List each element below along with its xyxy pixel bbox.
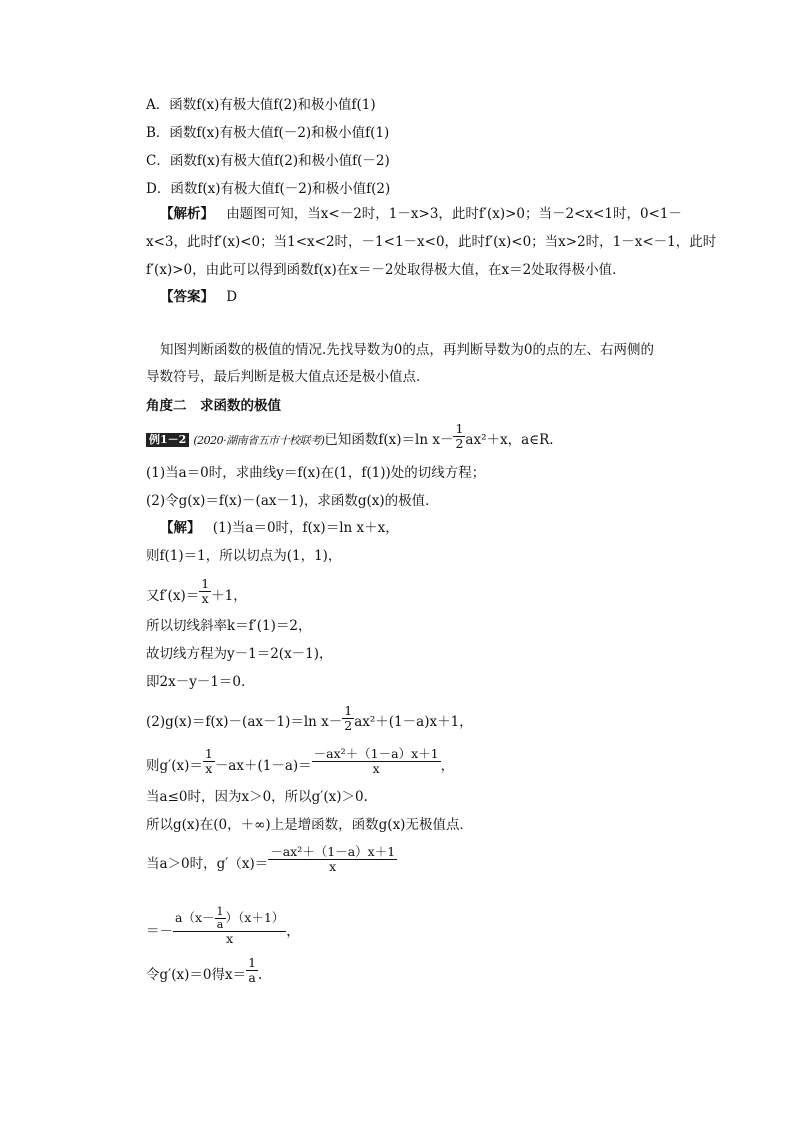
angle-heading: 角度二 求函数的极值 — [146, 398, 281, 414]
s12-inner-num: 1 — [216, 905, 224, 918]
solution-line-5: 故切线方程为y－1＝2(x－1)， — [146, 646, 333, 662]
s3-post: ＋1， — [211, 588, 247, 604]
analysis-line-1 — [160, 205, 682, 223]
solution-line-11 — [146, 844, 397, 879]
s12-inner-den: a — [215, 918, 226, 931]
s8-pre: 则g′(x)＝ — [146, 758, 203, 774]
example-tag: 例1－2 — [146, 433, 189, 447]
s13-post: . — [258, 967, 263, 983]
option-a: A．函数f(x)有极大值f(2)和极小值f(1) — [146, 97, 376, 113]
s12-num — [173, 906, 286, 931]
s8-num-2: －ax²＋（1－a）x＋1 — [313, 746, 439, 761]
s12-pre: ＝－ — [146, 923, 173, 940]
stem-frac-den: 2 — [455, 436, 464, 451]
s12-num-a: a（x－ — [175, 910, 215, 925]
s12-post: ， — [286, 923, 300, 940]
answer-value: D — [226, 289, 238, 305]
option-d: D．函数f(x)有极大值f(－2)和极小值f(2) — [146, 181, 391, 197]
s3-num: 1 — [201, 576, 210, 591]
stem-frac-num: 1 — [455, 421, 464, 436]
solution-line-6: 即2x－y－1＝0. — [146, 674, 246, 690]
analysis-text-1: 由题图可知，当x<－2时，1－x>3，此时f′(x)>0；当－2<x<1时，0<1－ — [226, 206, 682, 222]
analysis-label: 【解析】 — [160, 206, 214, 222]
s8-den-1: x — [203, 761, 215, 776]
example-stem-post: ax²＋x，a∈R. — [465, 432, 554, 448]
s8-fraction-2 — [312, 747, 441, 776]
s3-fraction — [199, 577, 211, 606]
s13-fraction — [246, 956, 258, 985]
s11-fraction — [268, 845, 397, 874]
solution-s1: (1)当a＝0时，f(x)＝ln x＋x， — [212, 520, 399, 536]
solution-line-7 — [146, 703, 473, 737]
solution-line-12 — [146, 905, 300, 952]
option-b: B．函数f(x)有极大值f(－2)和极小值f(1) — [146, 125, 390, 141]
s7-fraction — [342, 704, 354, 733]
s12-num-b: ）（x＋1） — [225, 910, 285, 925]
solution-line-1 — [160, 519, 399, 537]
s7-num: 1 — [344, 703, 353, 718]
s8-num-1: 1 — [204, 746, 213, 761]
question-2: (2)令g(x)＝f(x)－(ax－1)，求函数g(x)的极值． — [146, 493, 439, 509]
solution-line-10: 所以g(x)在(0，＋∞)上是增函数，函数g(x)无极值点． — [146, 817, 473, 833]
tip-line-1: 知图判断函数的极值的情况.先找导数为0的点，再判断导数为0的点的左、右两侧的 — [160, 342, 654, 358]
solution-line-8 — [146, 746, 455, 781]
s8-den-2: x — [312, 761, 441, 776]
s3-den: x — [199, 591, 211, 606]
example-stem-pre: 已知函数f(x)＝ln x－ — [324, 432, 454, 448]
solution-line-4: 所以切线斜率k＝f′(1)＝2， — [146, 618, 312, 634]
s7-post: ax²＋(1－a)x＋1， — [354, 714, 473, 730]
s11-num: －ax²＋（1－a）x＋1 — [270, 844, 396, 859]
example-source: (2020·湖南省五市十校联考) — [193, 434, 325, 447]
s8-mid: －ax＋(1－a)＝ — [214, 758, 312, 774]
s7-den: 2 — [344, 718, 353, 733]
s3-pre: 又f′(x)＝ — [146, 588, 200, 604]
s13-num: 1 — [248, 955, 257, 970]
s11-den: x — [268, 859, 397, 874]
answer-line — [160, 288, 237, 306]
tip-line-2: 导数符号，最后判断是极大值点还是极小值点． — [146, 369, 430, 385]
stem-fraction — [453, 422, 465, 451]
analysis-line-3: f′(x)>0，由此可以得到函数f(x)在x＝－2处取得极大值，在x＝2处取得极小值． — [146, 262, 626, 278]
s12-fraction — [173, 906, 286, 946]
option-c: C．函数f(x)有极大值f(2)和极小值f(－2) — [146, 153, 390, 169]
solution-line-13 — [146, 955, 263, 990]
solution-line-9: 当a≤0时，因为x＞0，所以g′(x)＞0. — [146, 789, 368, 805]
example-stem — [146, 421, 554, 455]
solution-line-2: 则f(1)＝1，所以切点为(1，1)， — [146, 548, 342, 564]
s8-post: ， — [440, 758, 455, 774]
s13-pre: 令g′(x)＝0得x＝ — [146, 967, 247, 983]
solution-line-3 — [146, 576, 247, 611]
answer-label: 【答案】 — [160, 289, 214, 305]
s12-inner-fraction — [215, 906, 226, 931]
analysis-line-2: x<3，此时f′(x)<0；当1<x<2时，－1<1－x<0，此时f′(x)<0；当x>2时，1－x<－1，此时 — [146, 234, 717, 250]
s11-pre: 当a＞0时，g′（x)＝ — [146, 856, 269, 872]
s12-den: x — [173, 931, 286, 946]
question-1: (1)当a＝0时，求曲线y＝f(x)在(1，f(1))处的切线方程； — [146, 465, 486, 481]
s7-pre: (2)g(x)＝f(x)－(ax－1)＝ln x－ — [146, 714, 343, 730]
s13-den: a — [246, 970, 258, 985]
solution-label: 【解】 — [160, 520, 201, 536]
s8-fraction-1 — [203, 747, 215, 776]
